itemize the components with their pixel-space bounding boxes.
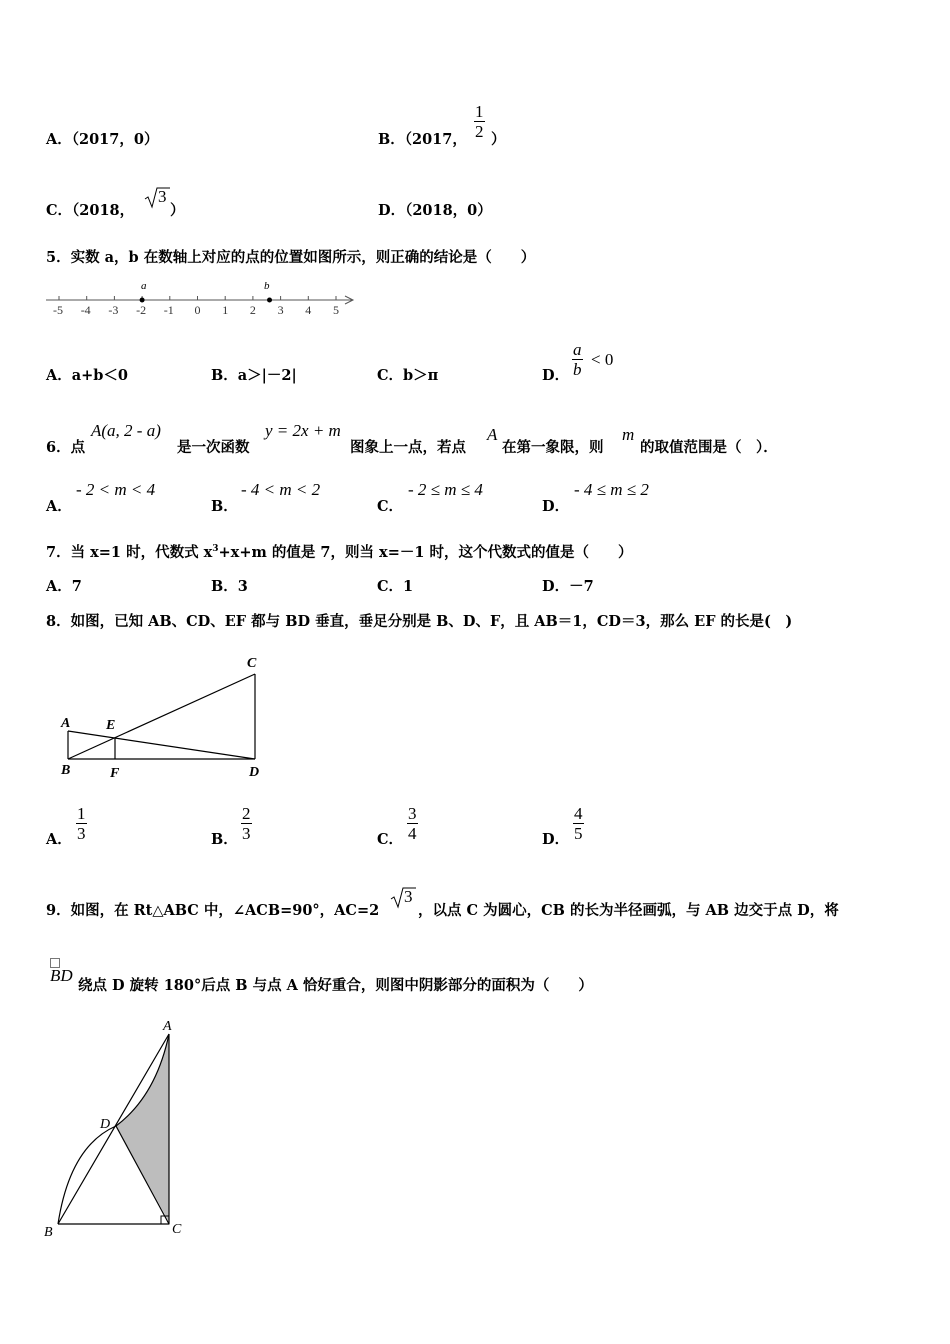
axis-tick-label: -5 [53, 303, 63, 317]
q6-option-d-label: D． [542, 498, 570, 515]
q6-option-c-label: C． [377, 498, 404, 515]
label-d: D [249, 765, 260, 780]
q7-option-c: C．1 [377, 578, 414, 595]
q9-stem-pre: 9．如图，在 Rt△ABC 中，∠ACB=90°，AC=2 [46, 902, 380, 919]
q8-option-c-label: C． [377, 831, 404, 848]
label-c: C [172, 1222, 182, 1237]
q8-option-d-label: D． [542, 831, 570, 848]
q9-sqrt: 3 [390, 886, 399, 906]
q7-stem [46, 541, 632, 562]
fraction-denominator: 5 [574, 824, 583, 843]
q8-option-a-label: A． [46, 831, 72, 848]
axis-tick-label: 4 [305, 303, 312, 317]
q8-option-a-fraction [76, 804, 87, 843]
q4-option-d: D．（2018，0） [378, 202, 492, 219]
label-b: B [61, 763, 71, 778]
point-a [140, 298, 145, 303]
q8-option-d-fraction [573, 804, 584, 843]
q6-option-a-label: A． [46, 498, 72, 515]
q8-option-b-fraction [241, 804, 252, 843]
label-a: A [163, 1019, 172, 1034]
axis-tick-label: 5 [333, 303, 339, 317]
label-f: F [110, 766, 120, 780]
point-a-label: a [141, 280, 147, 292]
fraction-numerator: 2 [242, 804, 251, 823]
fraction-denominator: b [573, 360, 582, 379]
axis-tick-label: -4 [80, 303, 91, 317]
q4-option-c-close: ） [170, 202, 185, 219]
fraction-numerator: 4 [574, 804, 583, 823]
axis-tick-label: 2 [249, 303, 256, 317]
label-a: A [61, 716, 71, 731]
q8-figure [55, 650, 270, 780]
q8-option-c-fraction [407, 804, 418, 843]
q6-function: y = 2x + m [265, 421, 341, 440]
q4-option-a: A．（2017，0） [46, 131, 159, 148]
point-b-label: b [264, 280, 270, 292]
segment-bc [68, 674, 255, 759]
q4-option-b-fraction [474, 102, 485, 141]
axis-tick-label: 1 [222, 303, 229, 317]
q5-option-d-ineq: < 0 [591, 350, 614, 369]
q4-option-b-label: B．（2017， [378, 131, 467, 148]
q6-text-1: 是一次函数 [177, 439, 250, 456]
q5-stem: 5．实数 a，b 在数轴上对应的点的位置如图所示，则正确的结论是（ ） [46, 249, 536, 266]
fraction-numerator: 1 [475, 102, 484, 121]
q5-option-b: B．a＞|－2| [211, 367, 297, 384]
q5-option-a: A．a+b＜0 [46, 367, 129, 384]
fraction-denominator: 4 [408, 824, 417, 843]
q6-text-2: 图象上一点，若点 [350, 439, 466, 456]
label-d: D [100, 1117, 111, 1132]
q5-option-c: C．b＞π [377, 367, 439, 384]
axis-tick-label: 3 [277, 303, 284, 317]
q5-option-d-label: D． [542, 367, 570, 384]
q8-option-b-label: B． [211, 831, 238, 848]
axis-tick-label: -3 [108, 303, 119, 317]
fraction-numerator: 1 [77, 804, 86, 823]
segment-ad [68, 731, 255, 759]
label-b: B [44, 1225, 53, 1240]
q8-stem: 8．如图，已知 AB、CD、EF 都与 BD 垂直，垂足分别是 B、D、F，且 AB＝1，CD＝3，那么 EF 的长是( ) [46, 613, 793, 630]
q6-option-b-label: B． [211, 498, 238, 515]
fraction-denominator: 3 [77, 824, 86, 843]
q7-option-b: B．3 [211, 578, 248, 595]
q4-option-c-sqrt: 3 [144, 186, 153, 206]
q6-m: m [622, 425, 635, 444]
q6-option-b-expr: - 4 < m < 2 [241, 480, 321, 499]
q7-stem-post: +x+m 的值是 7，则当 x=－1 时，这个代数式的值是（ ） [218, 544, 633, 561]
label-e: E [106, 718, 116, 733]
q7-exponent: 3 [212, 544, 219, 555]
q5-option-d-fraction [572, 340, 583, 379]
label-c: C [247, 656, 257, 671]
q6-number: 6．点 [46, 439, 86, 456]
q5-number-line [42, 278, 358, 322]
q6-point-label: A [487, 425, 498, 444]
q6-text-3: 在第一象限，则 [502, 439, 604, 456]
q7-option-d: D．－7 [542, 578, 594, 595]
fraction-numerator: 3 [408, 804, 417, 823]
q6-option-d-expr: - 4 ≤ m ≤ 2 [574, 480, 649, 499]
q9-line2-text: 绕点 D 旋转 180°后点 B 与点 A 恰好重合，则图中阴影部分的面积为（ ） [78, 977, 593, 994]
q6-text-4: 的取值范围是（ ）． [640, 439, 778, 456]
q7-option-a: A．7 [46, 578, 82, 595]
fraction-denominator: 2 [475, 122, 484, 141]
fraction-numerator: a [573, 340, 582, 359]
q6-point-a: A(a, 2 - a) [91, 421, 161, 440]
point-b [267, 298, 272, 303]
q4-option-b-close: ） [491, 131, 506, 148]
axis-tick-label: -1 [163, 303, 174, 317]
q9-arc-label: BD [50, 966, 73, 985]
fraction-denominator: 3 [242, 824, 251, 843]
q9-stem-post: ，以点 C 为圆心，CB 的长为半径画弧，与 AB 边交于点 D，将 [418, 902, 839, 919]
q4-option-c-label: C．（2018， [46, 202, 135, 219]
q9-figure [40, 1012, 200, 1242]
axis-tick-label: 0 [194, 303, 201, 317]
axis-tick-label: -2 [136, 303, 147, 317]
q7-stem-pre: 7．当 x=1 时，代数式 x [46, 544, 213, 561]
q6-option-c-expr: - 2 ≤ m ≤ 4 [408, 480, 483, 499]
q6-option-a-expr: - 2 < m < 4 [76, 480, 156, 499]
